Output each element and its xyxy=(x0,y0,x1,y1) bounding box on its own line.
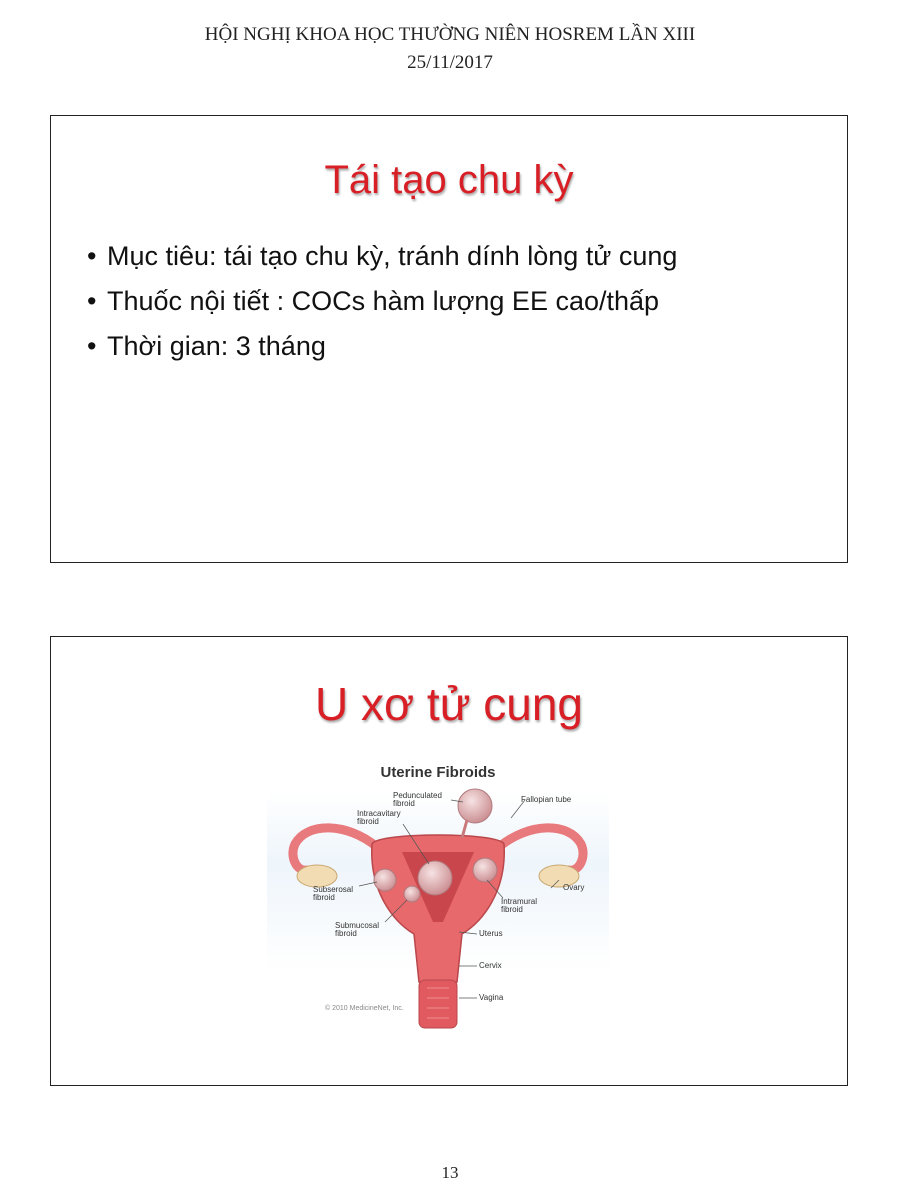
bullet-icon: • xyxy=(87,331,97,361)
label-subserosal-fibroid: Subserosal fibroid xyxy=(313,885,354,902)
copyright-text: © 2010 MedicineNet, Inc. xyxy=(325,1005,404,1012)
label-fallopian-tube: Fallopian tube xyxy=(521,795,572,804)
bullet-icon: • xyxy=(87,286,97,316)
label-cervix: Cervix xyxy=(479,961,502,970)
slide-uterine-fibroids xyxy=(50,636,848,1086)
label-submucosal-fibroid: Submucosal fibroid xyxy=(335,921,380,938)
conference-date: 25/11/2017 xyxy=(407,52,493,73)
bullet-list xyxy=(87,234,677,369)
figure-title: Uterine Fibroids xyxy=(380,764,496,781)
bullet-item: • Thuốc nội tiết : COCs hàm lượng EE cao/thấp xyxy=(87,279,677,324)
label-vagina: Vagina xyxy=(479,993,504,1002)
page-number: 13 xyxy=(441,1163,459,1182)
label-uterus: Uterus xyxy=(479,929,503,938)
label-pedunculated-fibroid: Pedunculated fibroid xyxy=(393,791,442,808)
label-intramural-fibroid: Intramural fibroid xyxy=(501,897,538,914)
bullet-icon: • xyxy=(87,241,97,271)
label-ovary: Ovary xyxy=(563,883,585,892)
label-intracavitary-fibroid: Intracavitary fibroid xyxy=(357,809,401,826)
slide-title: U xơ tử cung xyxy=(314,678,584,730)
conference-header: HỘI NGHỊ KHOA HỌC THƯỜNG NIÊN HOSREM LẦN XIII xyxy=(204,24,696,45)
bullet-item: • Mục tiêu: tái tạo chu kỳ, tránh dính lòng tử cung xyxy=(87,234,677,279)
slide-title: Tái tạo chu kỳ xyxy=(324,158,574,202)
slide-cycle-reconstruction xyxy=(50,115,848,563)
uterine-fibroids-illustration xyxy=(267,752,609,1034)
bullet-item: • Thời gian: 3 tháng xyxy=(87,324,677,369)
